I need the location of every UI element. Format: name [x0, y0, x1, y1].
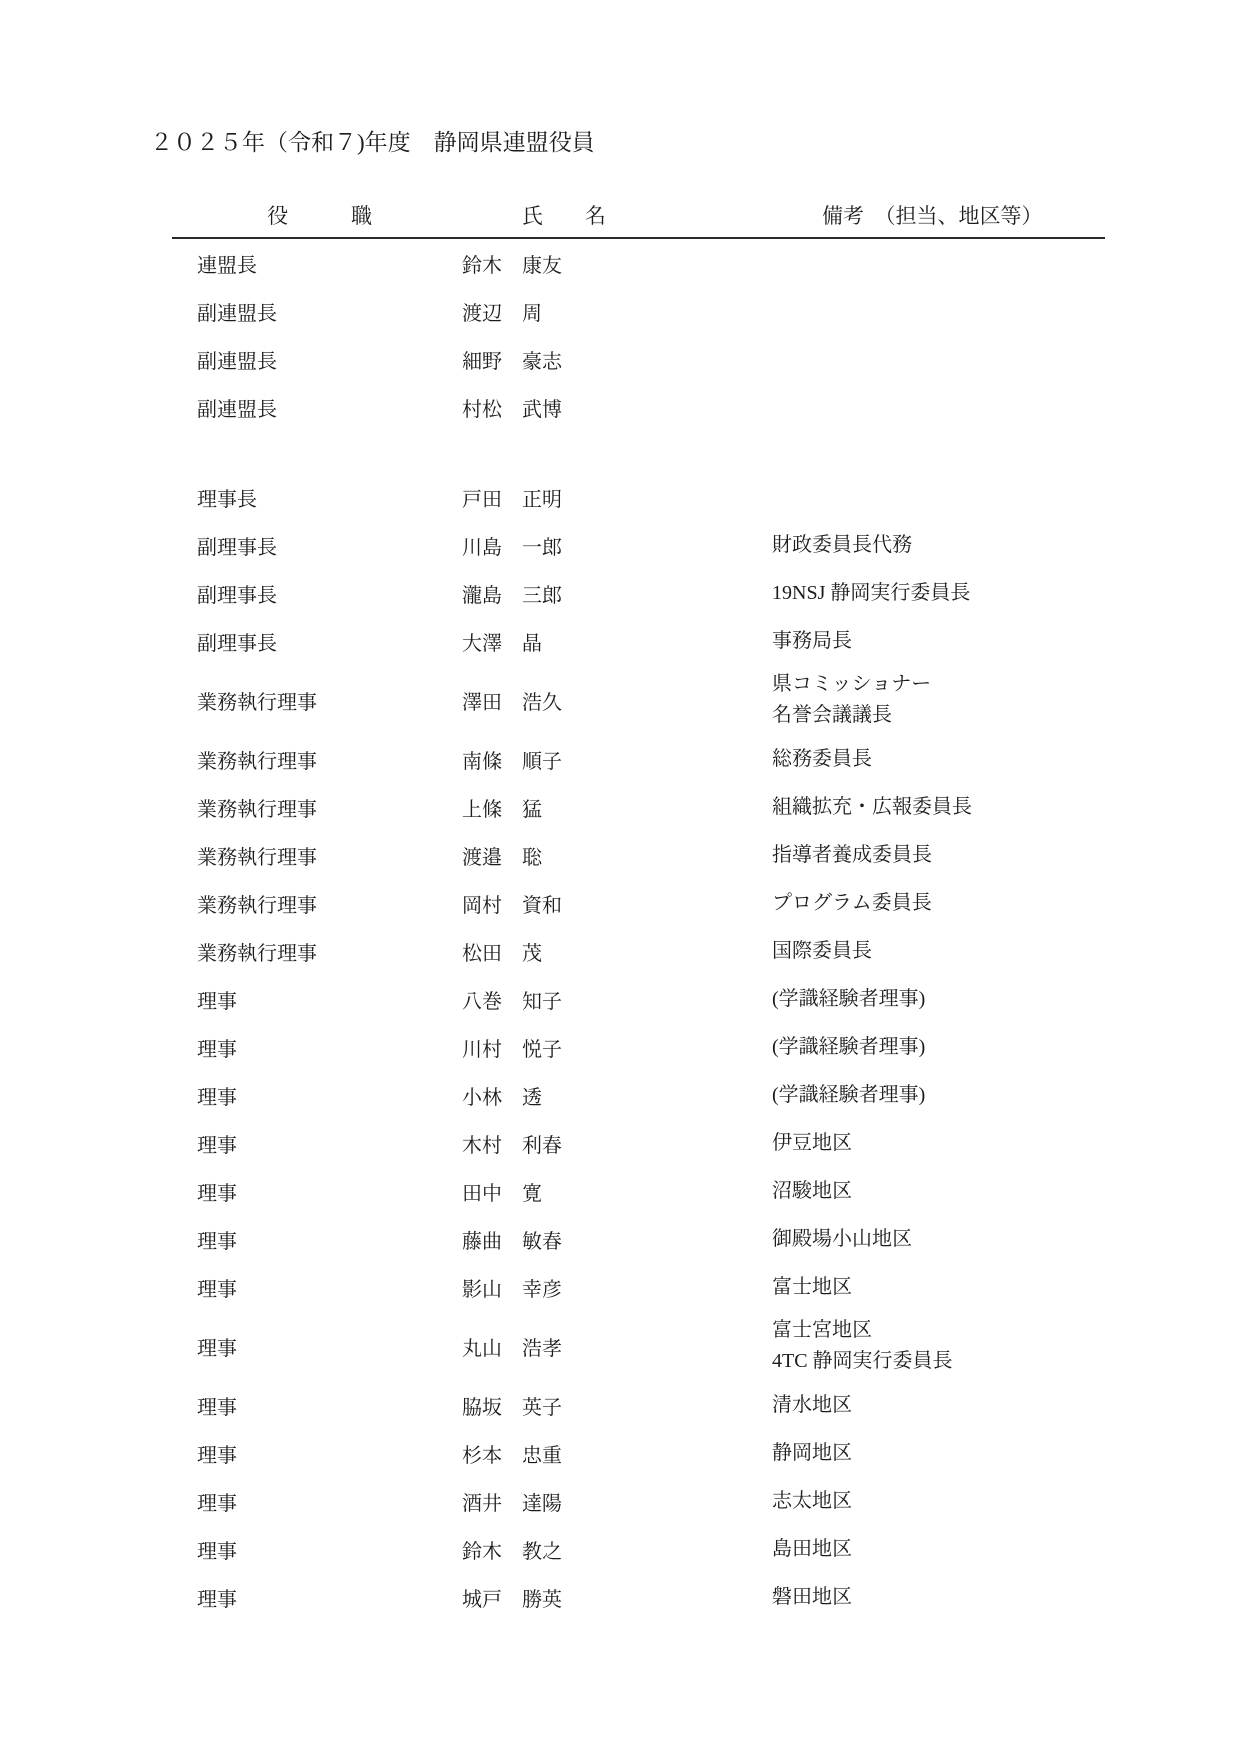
officer-row — [172, 975, 1105, 1023]
note-cell — [747, 1034, 1105, 1060]
name-cell: 脇坂 英子 — [462, 1396, 562, 1419]
page-title: ２０２５年（令和７)年度 静岡県連盟役員 — [150, 130, 595, 155]
officer-row — [172, 521, 1105, 569]
note-line: 財政委員長代務 — [772, 534, 912, 557]
role-cell: 副連盟長 — [197, 302, 277, 325]
role-cell: 副理事長 — [197, 632, 277, 655]
role-cell: 業務執行理事 — [197, 750, 317, 773]
note-line: 事務局長 — [772, 630, 852, 653]
name-cell: 澤田 浩久 — [462, 691, 562, 714]
name-cell: 鈴木 教之 — [462, 1540, 562, 1563]
role-cell: 副理事長 — [197, 584, 277, 607]
note-cell — [747, 1488, 1105, 1514]
officer-row — [172, 1071, 1105, 1119]
note-cell — [747, 794, 1105, 820]
officer-row — [172, 1311, 1105, 1381]
note-line: 総務委員長 — [772, 748, 872, 771]
note-cell — [747, 1274, 1105, 1300]
role-cell: 理事長 — [197, 488, 257, 511]
role-cell: 理事 — [197, 1588, 237, 1611]
role-cell: 理事 — [197, 1337, 237, 1360]
officer-row — [172, 1263, 1105, 1311]
note-cell — [747, 986, 1105, 1012]
name-cell: 小林 透 — [462, 1086, 542, 1109]
role-cell: 理事 — [197, 1086, 237, 1109]
name-cell: 川島 一郎 — [462, 536, 562, 559]
name-cell: 丸山 浩孝 — [462, 1337, 562, 1360]
note-line: 御殿場小山地区 — [772, 1228, 912, 1251]
role-cell: 理事 — [197, 1396, 237, 1419]
section-gap — [172, 431, 1105, 473]
officer-table — [172, 193, 1105, 1621]
officer-row — [172, 1429, 1105, 1477]
name-cell: 南條 順子 — [462, 750, 562, 773]
note-line: 19NSJ 静岡実行委員長 — [772, 582, 971, 605]
officer-row — [172, 617, 1105, 665]
role-cell: 副理事長 — [197, 536, 277, 559]
name-cell: 上條 猛 — [462, 798, 542, 821]
table-header-row — [172, 193, 1105, 239]
note-line: 県コミッショナー — [772, 673, 932, 696]
note-cell — [747, 842, 1105, 868]
officer-row — [172, 927, 1105, 975]
note-line: 指導者養成委員長 — [772, 844, 932, 867]
officer-row — [172, 383, 1105, 431]
note-cell — [747, 628, 1105, 654]
role-cell: 理事 — [197, 1230, 237, 1253]
table-header-role: 役 職 — [267, 204, 372, 229]
table-header-name: 氏 名 — [522, 204, 606, 229]
role-cell: 副連盟長 — [197, 398, 277, 421]
note-line: 志太地区 — [772, 1490, 852, 1513]
note-cell — [747, 890, 1105, 916]
role-cell: 業務執行理事 — [197, 691, 317, 714]
role-cell: 理事 — [197, 1540, 237, 1563]
role-cell: 理事 — [197, 1492, 237, 1515]
name-cell: 村松 武博 — [462, 398, 562, 421]
name-cell: 戸田 正明 — [462, 488, 562, 511]
role-cell: 業務執行理事 — [197, 846, 317, 869]
officer-row — [172, 665, 1105, 735]
role-cell: 理事 — [197, 990, 237, 1013]
note-cell — [747, 1178, 1105, 1204]
role-cell: 連盟長 — [197, 254, 257, 277]
note-line: 富士地区 — [772, 1276, 852, 1299]
note-line: (学識経験者理事) — [772, 988, 926, 1011]
name-cell: 木村 利春 — [462, 1134, 562, 1157]
officer-row — [172, 1381, 1105, 1429]
name-cell: 杉本 忠重 — [462, 1444, 562, 1467]
name-cell: 細野 豪志 — [462, 350, 562, 373]
officer-row — [172, 1477, 1105, 1525]
note-cell — [747, 1392, 1105, 1418]
officer-row — [172, 239, 1105, 287]
note-cell — [747, 669, 1105, 731]
note-cell — [747, 580, 1105, 606]
role-cell: 理事 — [197, 1444, 237, 1467]
officer-row — [172, 783, 1105, 831]
officer-row — [172, 1525, 1105, 1573]
note-line: 清水地区 — [772, 1394, 852, 1417]
role-cell: 理事 — [197, 1182, 237, 1205]
note-line: 名誉会議議長 — [772, 704, 892, 727]
note-cell — [747, 1536, 1105, 1562]
officer-row — [172, 1573, 1105, 1621]
officer-row — [172, 735, 1105, 783]
name-cell: 田中 寛 — [462, 1182, 542, 1205]
officer-row — [172, 1215, 1105, 1263]
officer-rows — [172, 239, 1105, 1621]
note-line: 島田地区 — [772, 1538, 852, 1561]
name-cell: 酒井 達陽 — [462, 1492, 562, 1515]
note-line: 4TC 静岡実行委員長 — [772, 1350, 953, 1373]
officer-row — [172, 473, 1105, 521]
role-cell: 業務執行理事 — [197, 894, 317, 917]
role-cell: 副連盟長 — [197, 350, 277, 373]
name-cell: 岡村 資和 — [462, 894, 562, 917]
role-cell: 業務執行理事 — [197, 798, 317, 821]
note-line: 国際委員長 — [772, 940, 872, 963]
role-cell: 業務執行理事 — [197, 942, 317, 965]
officer-row — [172, 879, 1105, 927]
name-cell: 瀧島 三郎 — [462, 584, 562, 607]
note-cell — [747, 938, 1105, 964]
note-cell — [747, 746, 1105, 772]
name-cell: 渡邉 聡 — [462, 846, 542, 869]
note-cell — [747, 1226, 1105, 1252]
note-line: プログラム委員長 — [772, 892, 932, 915]
note-line: 伊豆地区 — [772, 1132, 852, 1155]
officer-row — [172, 1167, 1105, 1215]
note-line: 静岡地区 — [772, 1442, 852, 1465]
role-cell: 理事 — [197, 1278, 237, 1301]
note-line: (学識経験者理事) — [772, 1084, 926, 1107]
name-cell: 大澤 晶 — [462, 632, 542, 655]
note-cell — [747, 1315, 1105, 1377]
officer-row — [172, 287, 1105, 335]
name-cell: 渡辺 周 — [462, 302, 542, 325]
note-cell — [747, 1584, 1105, 1610]
note-line: 磐田地区 — [772, 1586, 852, 1609]
role-cell: 理事 — [197, 1134, 237, 1157]
note-line: 富士宮地区 — [772, 1319, 872, 1342]
note-cell — [747, 1082, 1105, 1108]
table-header-note: 備考 （担当、地区等） — [822, 204, 1043, 229]
name-cell: 鈴木 康友 — [462, 254, 562, 277]
name-cell: 城戸 勝英 — [462, 1588, 562, 1611]
name-cell: 八巻 知子 — [462, 990, 562, 1013]
name-cell: 川村 悦子 — [462, 1038, 562, 1061]
name-cell: 藤曲 敏春 — [462, 1230, 562, 1253]
note-line: 組織拡充・広報委員長 — [772, 796, 972, 819]
officer-row — [172, 569, 1105, 617]
officer-row — [172, 831, 1105, 879]
role-cell: 理事 — [197, 1038, 237, 1061]
note-line: (学識経験者理事) — [772, 1036, 926, 1059]
officer-row — [172, 1023, 1105, 1071]
name-cell: 松田 茂 — [462, 942, 542, 965]
note-cell — [747, 1130, 1105, 1156]
name-cell: 影山 幸彦 — [462, 1278, 562, 1301]
officer-row — [172, 335, 1105, 383]
note-line: 沼駿地区 — [772, 1180, 852, 1203]
officer-row — [172, 1119, 1105, 1167]
note-cell — [747, 532, 1105, 558]
note-cell — [747, 1440, 1105, 1466]
